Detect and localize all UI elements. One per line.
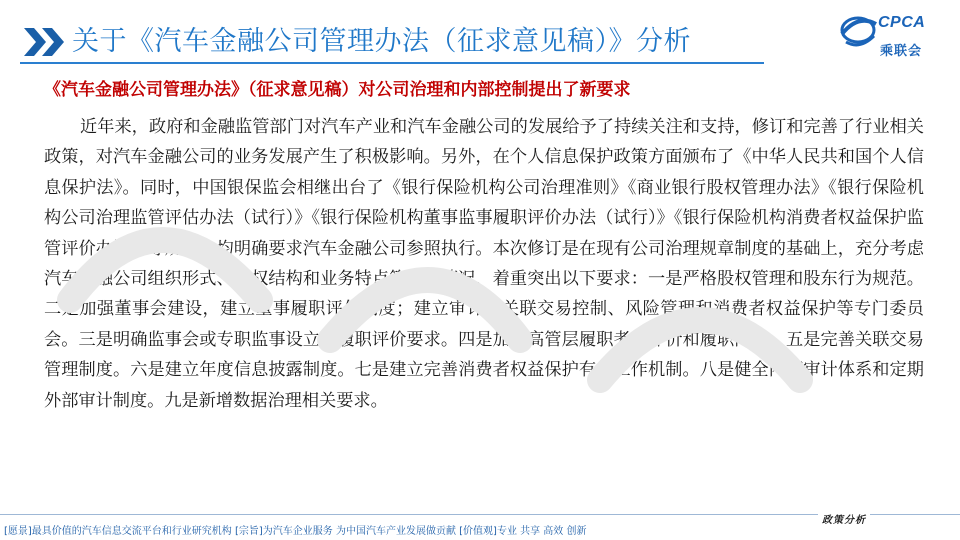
section-subtitle: 《汽车金融公司管理办法》（征求意见稿）对公司治理和内部控制提出了新要求 bbox=[44, 80, 631, 100]
footer-section-label: 政策分析 bbox=[818, 511, 870, 526]
footer-divider bbox=[0, 514, 960, 515]
header bbox=[0, 0, 960, 74]
footer-slogan: [愿景]最具价值的汽车信息交流平台和行业研究机构 [宗旨]为汽车企业服务 为中国汽车产业发展做贡献 [价值观]专业 共享 高效 创新 bbox=[4, 526, 587, 537]
page-title: 关于《汽车金融公司管理办法（征求意见稿）》分析 bbox=[72, 26, 691, 57]
double-chevron-icon bbox=[22, 26, 66, 58]
cpca-emblem-icon bbox=[836, 6, 882, 62]
body-paragraph: 近年来，政府和金融监管部门对汽车产业和汽车金融公司的发展给予了持续关注和支持，修订和完善了行业相关政策，对汽车金融公司的业务发展产生了积极影响。另外，在个人信息保护政策方面颁布了《中华人民共和国个人信息保护法》。同时，中国银保监会相继出台了《银行保险机构公司治理准则》《商业银行股权管理办法》《银行保险机构公司治理监管评估办法（试行）》《银行保险机构董事监事履职评价办法（试行）》《银行保险机构消费者权益保护监管评价办法》等规章，均明确要求汽车金融公司参照执行。本次修订是在现有公司治理规章制度的基础上，充分考虑汽车金融公司组织形式、股权结构和业务特点等现实情况，着重突出以下要求：一是严格股权管理和股东行为规范。二是加强董事会建设，建立董事履职评价制度；建立审计、关联交易控制、风险管理和消费者权益保护等专门委员会。三是明确监事会或专职监事设立及履职评价要求。四是加强高管层履职考核评价和履职问责。五是完善关联交易管理制度。六是建立年度信息披露制度。七是建立完善消费者权益保护有关工作机制。八是健全内部审计体系和定期外部审计制度。九是新增数据治理相关要求。 bbox=[44, 117, 924, 411]
logo-cn-text: 乘联会 bbox=[880, 44, 923, 59]
logo-text: CPCA bbox=[878, 14, 926, 31]
title-underline bbox=[20, 62, 764, 64]
cpca-logo bbox=[836, 6, 948, 66]
